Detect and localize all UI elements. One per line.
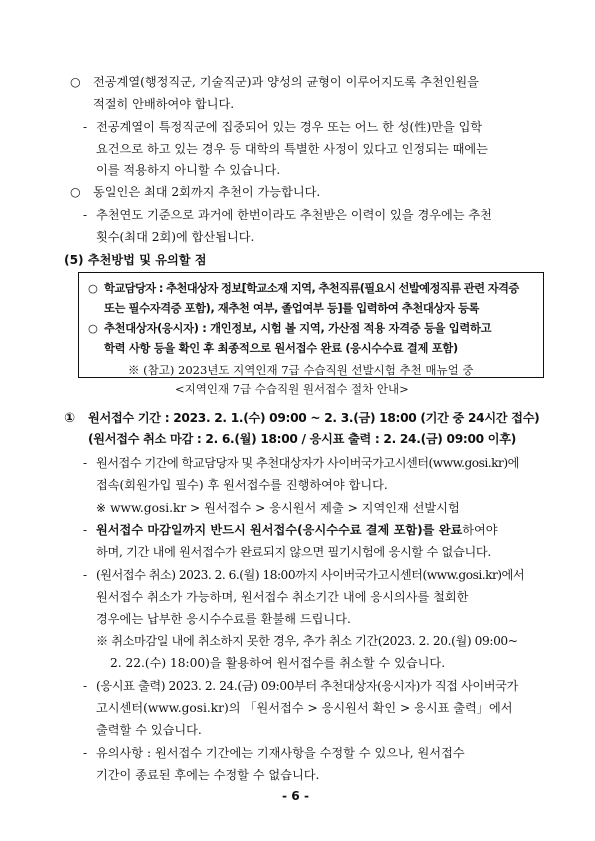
box-line: 학교담당자 : 추천대상자 정보[학교소재 지역, 추천직류(필요시 선발예정직류 관련 자격증 — [104, 282, 519, 295]
dash-marker: - — [83, 208, 88, 222]
bullet-circle: ○ — [88, 282, 98, 295]
paragraph-line: 출력할 수 있습니다. — [96, 723, 202, 737]
box-note: <지역인재 7급 수습직원 원서접수 절차 안내> — [175, 382, 409, 396]
paragraph-line: 추천연도 기준으로 과거에 한번이라도 추천받은 이력이 있을 경우에는 추천 — [96, 208, 492, 222]
emphasis-text: 원서접수 마감일까지 반드시 원서접수(응시수수료 결제 포함)를 완료 — [96, 523, 463, 537]
item-heading: 원서접수 기간 : 2023. 2. 1.(수) 09:00 ~ 2. 3.(금) 18:00 (기간 중 24시간 접수) — [88, 411, 540, 425]
bullet-circle: ○ — [88, 322, 98, 335]
paragraph-line: (원서접수 취소) 2023. 2. 6.(월) 18:00까지 사이버국가고시센터(www.gosi.kr)에서 — [96, 568, 525, 582]
paragraph-text: 하여야 — [462, 523, 498, 537]
paragraph-line: 적절히 안배하여야 합니다. — [93, 97, 235, 111]
paragraph-line: (응시표 출력) 2023. 2. 24.(금) 09:00부터 추천대상자(응시자)가 직접 사이버국가 — [96, 679, 518, 693]
paragraph-line: 기간이 종료된 후에는 수정할 수 없습니다. — [96, 768, 320, 782]
paragraph-line: 유의사항 : 원서접수 기간에는 기재사항을 수정할 수 있으나, 원서접수 — [96, 746, 465, 760]
paragraph-line: 접속(회원가입 필수) 후 원서접수를 진행하여야 합니다. — [96, 478, 388, 492]
paragraph-line: 원서접수 기간에 학교담당자 및 추천대상자가 사이버국가고시센터(www.gosi.kr)에 — [96, 456, 519, 470]
paragraph-line: 고시센터(www.gosi.kr)의 「원서접수 > 응시원서 확인 > 응시표 출력」에서 — [96, 701, 513, 715]
paragraph-line: 하며, 기간 내에 원서접수가 완료되지 않으면 필기시험에 응시할 수 없습니다. — [96, 545, 491, 559]
dash-marker: - — [83, 120, 88, 134]
paragraph-line: 원서접수 취소가 가능하며, 원서접수 취소기간 내에 응시의사를 철회한 — [96, 590, 469, 604]
box-line: 추천대상자(응시자) : 개인정보, 시험 볼 지역, 가산점 적용 자격증 등을 입력하고 — [104, 322, 492, 335]
item-number: ① — [64, 411, 76, 426]
paragraph-line: 횟수(최대 2회)에 합산됩니다. — [96, 230, 255, 244]
bullet-circle: ○ — [70, 185, 81, 199]
paragraph-line: 전공계열(행정직군, 기술직군)과 양성의 균형이 이루어지도록 추천인원을 — [93, 75, 479, 89]
paragraph-line: 이를 적용하지 아니할 수 있습니다. — [96, 163, 281, 177]
paragraph-line — [96, 522, 498, 539]
box-line: 또는 필수자격증 포함), 재추천 여부, 졸업여부 등]를 입력하여 추천대상자 등록 — [104, 302, 480, 315]
paragraph-line: 전공계열이 특정직군에 집중되어 있는 경우 또는 어느 한 성(性)만을 입학 — [96, 120, 483, 134]
section-heading: (5) 추천방법 및 유의할 점 — [64, 253, 207, 267]
box-note: ※ (참고) 2023년도 지역인재 7급 수습직원 선발시험 추천 매뉴얼 중 — [128, 363, 474, 377]
paragraph-line: 동일인은 최대 2회까지 추천이 가능합니다. — [93, 185, 321, 199]
item-heading: (원서접수 취소 마감 : 2. 6.(월) 18:00 / 응시표 출력 : 2. 24.(금) 09:00 이후) — [88, 432, 516, 446]
dash-marker: - — [83, 746, 88, 760]
dash-marker: - — [83, 679, 88, 693]
bullet-circle: ○ — [70, 75, 81, 89]
paragraph-line: 요건으로 하고 있는 경우 등 대학의 특별한 사정이 있다고 인정되는 때에는 — [96, 142, 488, 156]
dash-marker: - — [83, 568, 88, 582]
paragraph-note: ※ www.gosi.kr > 원서접수 > 응시원서 제출 > 지역인재 선발시험 — [96, 501, 460, 515]
paragraph-line: 경우에는 납부한 응시수수료를 환불해 드립니다. — [96, 612, 351, 626]
box-line: 학력 사항 등을 확인 후 최종적으로 원서접수 완료 (응시수수료 결제 포함) — [104, 342, 458, 355]
paragraph-note: 2. 22.(수) 18:00)을 활용하여 원서접수를 취소할 수 있습니다. — [110, 656, 446, 670]
page-number: - 6 - — [282, 789, 310, 803]
dash-marker: - — [83, 523, 88, 537]
paragraph-note: ※ 취소마감일 내에 취소하지 못한 경우, 추가 취소 기간(2023. 2. 20.(월) 09:00~ — [96, 634, 518, 648]
dash-marker: - — [83, 456, 88, 470]
